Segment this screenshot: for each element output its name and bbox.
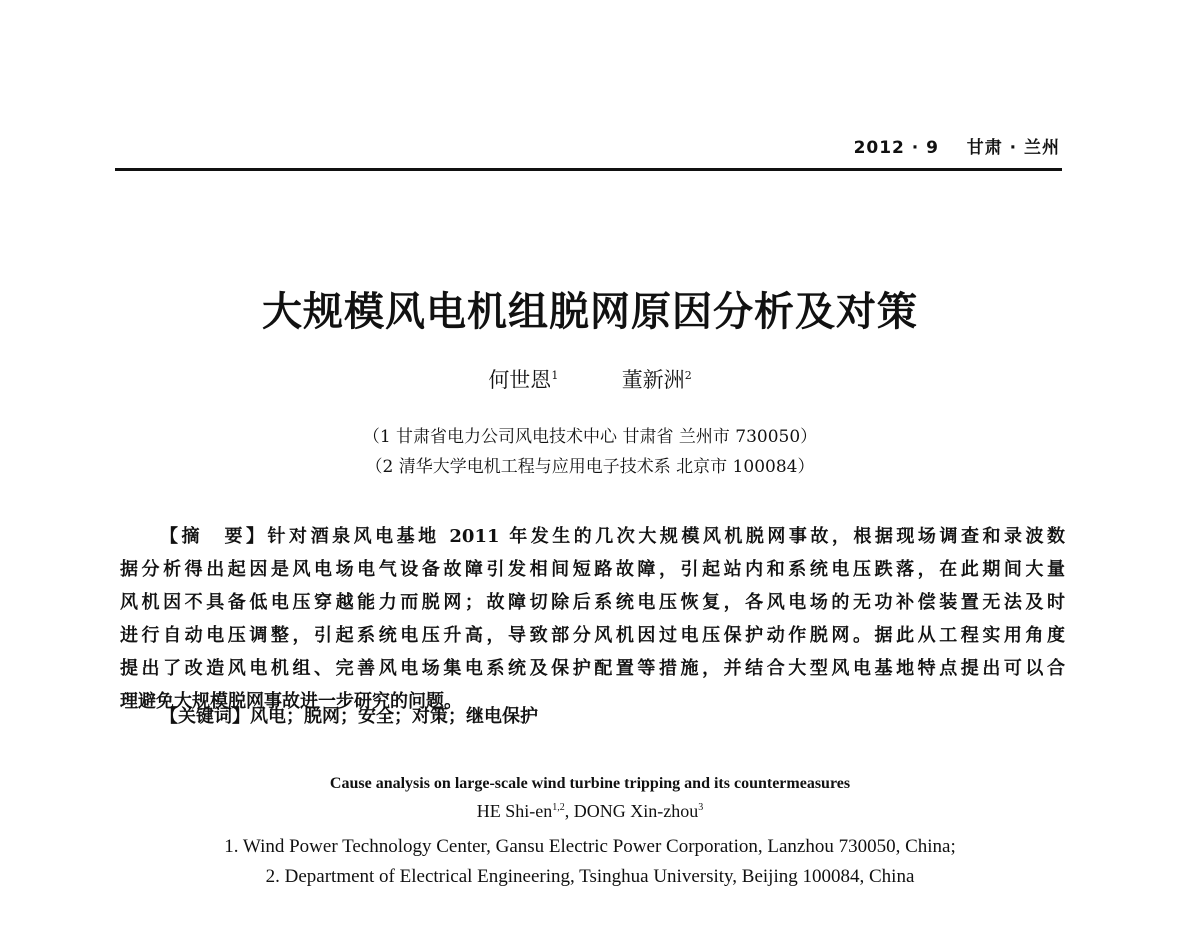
header-rule [115,168,1062,171]
author-name: 董新洲 [621,368,685,392]
author-name: HE Shi-en [476,801,553,821]
issue-date: 2012 · 9 [853,138,940,158]
author-affiliation-mark: 1 [551,369,559,382]
abstract-line: 提出了改造风电机组、完善风电场集电系统及保护配置等措施，并结合大型风电基地特点提出可以合 [120,658,1065,679]
keywords-label: 【关键词】 [160,706,250,727]
paper-title: 大规模风电机组脱网原因分析及对策 [262,288,918,335]
author-separator: , [564,801,574,821]
affiliation: （1 甘肃省电力公司风电技术中心 甘肃省 兰州市 730050） [362,427,818,447]
author-affiliation-mark: 2 [684,369,692,382]
author-list [0,364,1180,394]
author-name: DONG Xin-zhou [573,801,699,821]
english-title: Cause analysis on large-scale wind turbine tripping and its countermeasures [329,775,851,792]
english-affiliation: 1. Wind Power Technology Center, Gansu Electric Power Corporation, Lanzhou 730050, China; [224,836,956,857]
abstract-line: 进行自动电压调整，引起系统电压升高，导致部分风机因过电压保护动作脱网。据此从工程实用角度 [120,625,1065,646]
abstract-label: 【摘 要】 [160,526,268,547]
english-authors [0,801,1180,822]
abstract-line: 理避免大规模脱网事故进一步研究的问题。 [120,691,462,712]
affiliation: （2 清华大学电机工程与应用电子技术系 北京市 100084） [365,457,815,477]
keywords [160,702,538,728]
author-affiliation-mark: 3 [698,802,704,813]
keywords-text: 风电；脱网；安全；对策；继电保护 [250,706,538,727]
conference-place: 甘肃 · 兰州 [966,138,1060,158]
abstract-line: 针对酒泉风电基地 2011 年发生的几次大规模风机脱网事故，根据现场调查和录波数 [267,526,1065,547]
abstract-line: 据分析得出起因是风电场电气设备故障引发相间短路故障，引起站内和系统电压跌落，在此期间大量 [120,559,1065,580]
running-header [854,133,1060,158]
abstract-line: 风机因不具备低电压穿越能力而脱网；故障切除后系统电压恢复，各风电场的无功补偿装置无法及时 [120,592,1065,613]
english-affiliation: 2. Department of Electrical Engineering, Tsinghua University, Beijing 100084, China [265,866,915,887]
author-affiliation-mark: 1,2 [552,802,565,813]
author-name: 何世恩 [488,368,552,392]
abstract [120,520,1065,718]
